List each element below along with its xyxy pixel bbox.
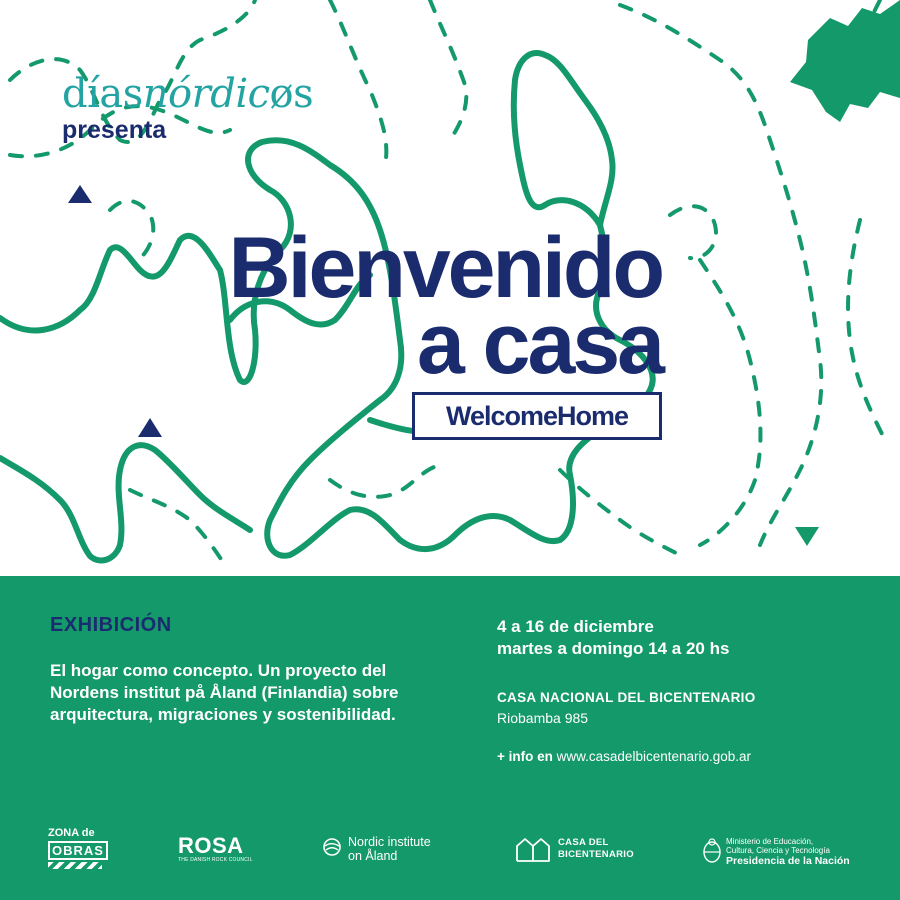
title-line-2: a casa <box>416 296 662 392</box>
event-schedule <box>497 616 729 660</box>
casa-line-1: CASA DEL <box>558 837 609 848</box>
brand-name <box>62 71 314 117</box>
rosa-logo <box>178 835 253 864</box>
nordic-line-2: on Åland <box>348 849 398 863</box>
ministry-logo <box>702 837 850 867</box>
brand-logo <box>62 71 314 144</box>
event-description <box>50 660 470 726</box>
ministry-line-2: Cultura, Ciencia y Tecnología <box>726 846 830 855</box>
dashed-contour <box>560 470 680 555</box>
event-dates: 4 a 16 de diciembre <box>497 617 654 636</box>
brand-name-part: øs <box>269 71 314 117</box>
triangle-icon <box>795 527 819 546</box>
sponsor-logos <box>0 821 900 881</box>
brand-subtitle: presenta <box>62 116 167 144</box>
dashed-contour <box>330 0 386 165</box>
casa-bicentenario-logo <box>515 837 634 861</box>
ministry-line-3: Presidencia de la Nación <box>726 855 850 867</box>
zona-de-obras-logo <box>48 827 104 869</box>
zona-stripes <box>48 862 102 869</box>
info-panel <box>0 576 900 900</box>
info-prefix: + info en <box>497 749 553 764</box>
event-type-label: EXHIBICIÓN <box>50 614 172 636</box>
description-line: Nordens institut på Åland (Finlandia) sobre <box>50 683 399 702</box>
rosa-name: ROSA <box>178 833 244 858</box>
description-line: arquitectura, migraciones y sostenibilidad. <box>50 705 396 724</box>
triangle-icon <box>68 185 92 203</box>
triangle-icon <box>138 418 162 437</box>
nordic-institute-logo <box>322 835 431 863</box>
dashed-contour <box>330 465 440 497</box>
zona-line-1: ZONA de <box>48 827 95 839</box>
dashed-contour <box>670 206 716 258</box>
argentina-shield-icon <box>702 837 722 865</box>
venue-address: Riobamba 985 <box>497 710 589 726</box>
event-hours: martes a domingo 14 a 20 hs <box>497 639 730 658</box>
rosa-tagline: THE DANISH ROCK COUNCIL <box>178 857 253 863</box>
casa-line-2: BICENTENARIO <box>558 849 634 860</box>
nordic-institute-icon <box>322 837 342 857</box>
ministry-line-1: Ministerio de Educación, <box>726 837 814 846</box>
venue-name: CASA NACIONAL DEL BICENTENARIO <box>497 690 756 705</box>
title-line-1: Bienvenido <box>228 220 662 316</box>
casa-house-icon <box>515 837 551 863</box>
contour-line <box>0 445 250 560</box>
dashed-contour <box>430 0 466 140</box>
exhibition-title <box>228 220 662 392</box>
brand-name-part-italic: nórdic <box>142 71 270 117</box>
dashed-contour <box>848 220 885 440</box>
info-url-link[interactable]: www.casadelbicentenario.gob.ar <box>556 749 752 764</box>
zona-line-2: OBRAS <box>48 841 108 860</box>
more-info <box>497 749 751 764</box>
description-line: El hogar como concepto. Un proyecto del <box>50 661 387 680</box>
nordic-line-1: Nordic institute <box>348 835 431 849</box>
english-title-box: WelcomeHome <box>412 392 662 440</box>
contour-line <box>514 53 613 225</box>
landmass-shape <box>790 0 900 122</box>
brand-name-part: días <box>62 71 143 117</box>
dashed-contour <box>700 260 760 545</box>
